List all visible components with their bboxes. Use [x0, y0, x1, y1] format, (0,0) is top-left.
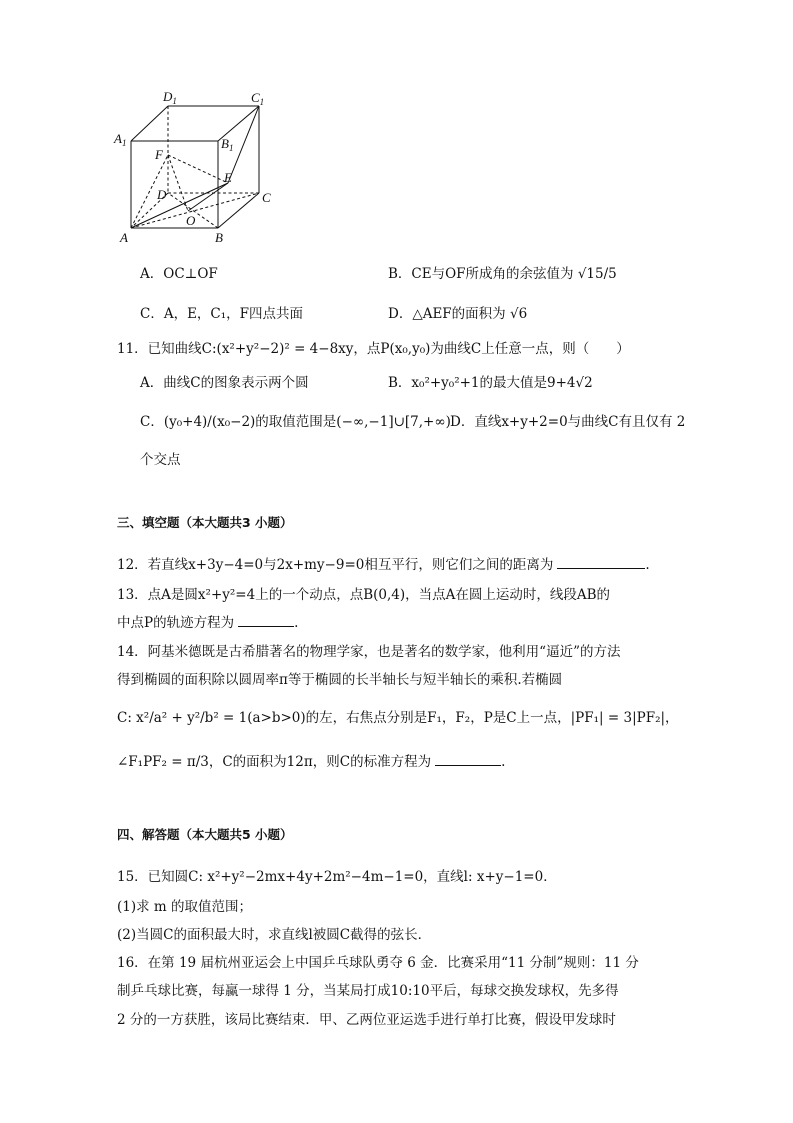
q10-option-d: D．△AEF的面积为 √6 — [388, 306, 528, 322]
label-D1: $D_1$ — [163, 89, 177, 106]
q10-option-b: B．CE与OF所成角的余弦值为 √15/5 — [388, 266, 617, 282]
section-4-heading: 四、解答题（本大题共5 小题） — [117, 827, 293, 842]
q14-line2: 得到椭圆的面积除以圆周率π等于椭圆的长半轴长与短半轴长的乘积.若椭圆 — [117, 672, 563, 688]
q13-line1: 13．点A是圆x²+y²=4上的一个动点，点B(0,4)，当点A在圆上运动时，线段AB的 — [117, 587, 611, 603]
q16-line2: 制乒乓球比赛，每赢一球得 1 分，当某局打成10:10平后，每球交换发球权，先多得 — [117, 983, 619, 999]
q14-answer-blank[interactable] — [435, 764, 501, 766]
q11-option-b: B．x₀²+y₀²+1的最大值是9+4√2 — [388, 375, 593, 391]
q11-option-d-cont: 个交点 — [140, 452, 181, 468]
q14-line1: 14．阿基米德既是古希腊著名的物理学家，也是著名的数学家，他利用“逼近”的方法 — [117, 644, 621, 660]
q12-text: 12．若直线x+3y−4=0与2x+my−9=0相互平行，则它们之间的距离为 . — [117, 557, 650, 573]
label-A1: $A_1$ — [114, 131, 127, 148]
label-C: C — [262, 190, 271, 205]
label-E: E — [224, 170, 232, 185]
cube-figure — [108, 88, 288, 248]
label-B1: $B_1$ — [221, 136, 234, 153]
q15-part1: (1)求 m 的取值范围； — [117, 899, 253, 915]
q15-stem: 15．已知圆C: x²+y²−2mx+4y+2m²−4m−1=0，直线l: x+y−1=0． — [117, 869, 557, 885]
q11-option-d: D．直线x+y+2=0与曲线C有且仅有 2 — [450, 414, 686, 430]
q16-line1: 16．在第 19 届杭州亚运会上中国乒乓球队勇夺 6 金．比赛采用“11 分制”规则：11 分 — [117, 955, 639, 971]
q14-line3: C: x²/a² + y²/b² = 1(a>b>0)的左，右焦点分别是F₁，F₂，P是C上一点，|PF₁| = 3|PF₂|， — [117, 710, 679, 726]
q11-stem: 11．已知曲线C:(x²+y²−2)² = 4−8xy，点P(x₀,y₀)为曲线C上任意一点，则（ ） — [117, 341, 630, 357]
q11-option-c: C．(y₀+4)/(x₀−2)的取值范围是(−∞,−1]∪[7,+∞) — [140, 414, 451, 430]
q10-option-c: C．A，E，C₁，F四点共面 — [140, 306, 304, 322]
label-D: D — [157, 187, 167, 202]
label-C1: $C_1$ — [251, 90, 265, 107]
label-A: A — [120, 230, 128, 245]
label-O: O — [186, 213, 196, 228]
q14-line4: ∠F₁PF₂ = π/3，C的面积为12π，则C的标准方程为 . — [117, 754, 506, 770]
label-B: B — [215, 230, 223, 245]
q11-option-a: A．曲线C的图象表示两个圆 — [140, 375, 309, 391]
q13-answer-blank[interactable] — [238, 625, 294, 627]
label-F: F — [155, 147, 163, 162]
q10-option-a: A．OC⊥OF — [140, 266, 218, 282]
q16-line3: 2 分的一方获胜，该局比赛结束．甲、乙两位亚运选手进行单打比赛，假设甲发球时 — [117, 1012, 616, 1028]
q13-line2: 中点P的轨迹方程为 . — [117, 615, 299, 631]
section-3-heading: 三、填空题（本大题共3 小题） — [117, 515, 293, 530]
q15-part2: (2)当圆C的面积最大时，求直线l被圆C截得的弦长． — [117, 927, 432, 943]
q12-answer-blank[interactable] — [557, 567, 645, 569]
